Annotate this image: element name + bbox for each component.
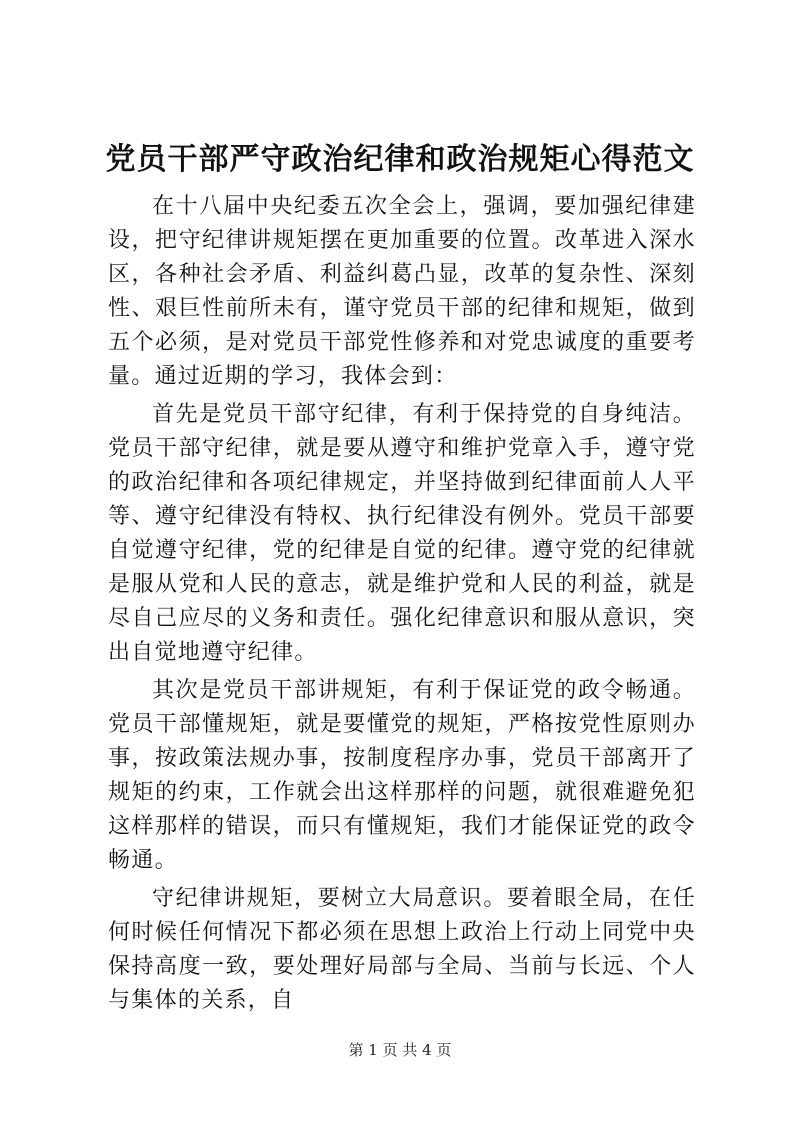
document-body <box>108 190 696 1022</box>
document-title: 党员干部严守政治纪律和政治规矩心得范文 <box>105 142 695 177</box>
paragraph-2: 首先是党员干部守纪律，有利于保持党的自身纯洁。党员干部守纪律，就是要从遵守和维护党章入手，遵守党的政治纪律和各项纪律规定，并坚持做到纪律面前人人平等、遵守纪律没有特权、执行纪律没有例外。党员干部要自觉遵守纪律，党的纪律是自觉的纪律。遵守党的纪律就是服从党和人民的意志，就是维护党和人民的利益，就是尽自己应尽的义务和责任。强化纪律意识和服从意识，突出自觉地遵守纪律。 <box>108 402 696 665</box>
paragraph-4: 守纪律讲规矩，要树立大局意识。要着眼全局，在任何时候任何情况下都必须在思想上政治上行动上同党中央保持高度一致，要处理好局部与全局、当前与长远、个人与集体的关系，自 <box>108 886 696 1013</box>
page-footer: 第 1 页 共 4 页 <box>348 1041 452 1059</box>
paragraph-1: 在十八届中央纪委五次全会上，强调，要加强纪律建设，把守纪律讲规矩摆在更加重要的位置。改革进入深水区，各种社会矛盾、利益纠葛凸显，改革的复杂性、深刻性、艰巨性前所未有，谨守党员干部的纪律和规矩，做到五个必须，是对党员干部党性修养和对党忠诚度的重要考量。通过近期的学习，我体会到： <box>108 194 696 389</box>
paragraph-3: 其次是党员干部讲规矩，有利于保证党的政令畅通。党员干部懂规矩，就是要懂党的规矩，严格按党性原则办事，按政策法规办事，按制度程序办事，党员干部离开了规矩的约束，工作就会出这样那样的问题，就很难避免犯这样那样的错误，而只有懂规矩，我们才能保证党的政令畅通。 <box>108 678 696 873</box>
